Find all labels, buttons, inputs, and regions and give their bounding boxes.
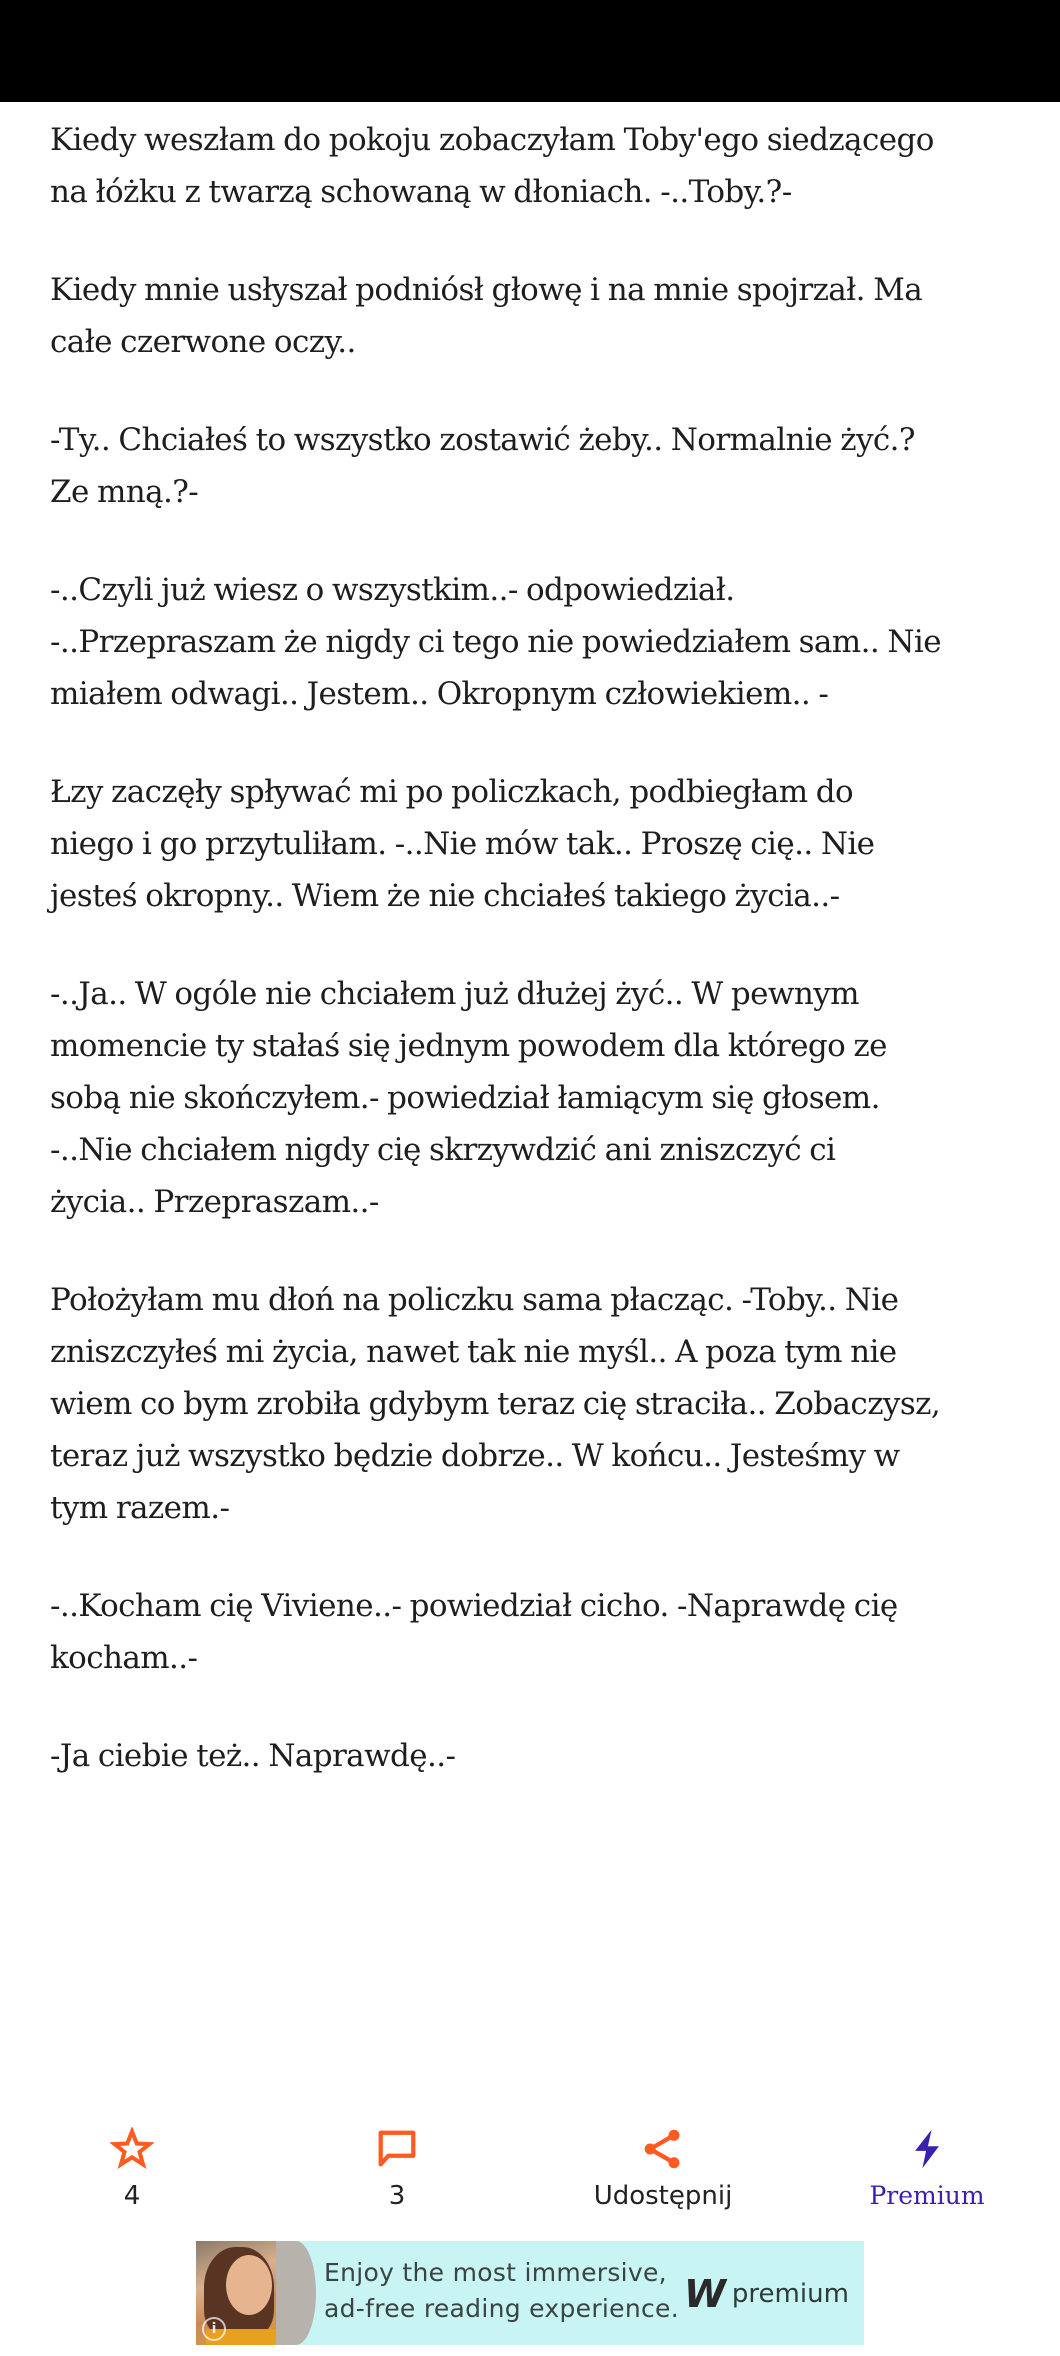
ad-info-icon[interactable]: i (202, 2317, 226, 2341)
story-line: niego i go przytuliłam. -..Nie mów tak.. Proszę cię.. Nie (50, 826, 875, 862)
story-line: miałem odwagi.. Jestem.. Okropnym człowiekiem.. - (50, 676, 829, 712)
story-paragraph (50, 114, 1010, 218)
story-paragraph (50, 1580, 1010, 1684)
story-line: -Ty.. Chciałeś to wszystko zostawić żeby.. Normalnie żyć.? (50, 422, 915, 458)
premium-button[interactable] (827, 2126, 1027, 2212)
share-label: Udostępnij (593, 2181, 733, 2211)
story-line: -..Ja.. W ogóle nie chciałem już dłużej żyć.. W pewnym (50, 976, 859, 1012)
ad-line-2: ad-free reading experience. (324, 2294, 679, 2323)
story-line: -..Czyli już wiesz o wszystkim..- odpowiedział. (50, 572, 735, 608)
star-outline-icon (109, 2126, 155, 2172)
story-line: kocham..- (50, 1640, 198, 1676)
story-line: na łóżku z twarzą schowaną w dłoniach. -..Toby.?- (50, 174, 792, 210)
story-paragraph (50, 564, 1010, 720)
ad-text (324, 2255, 679, 2327)
premium-label: Premium (869, 2181, 985, 2210)
story-line: Ze mną.?- (50, 474, 199, 510)
speech-bubble-icon (374, 2126, 420, 2172)
status-bar (0, 0, 1060, 102)
story-line: sobą nie skończyłem.- powiedział łamiącym się głosem. (50, 1080, 880, 1116)
comment-button[interactable] (297, 2126, 497, 2212)
story-line: Kiedy weszłam do pokoju zobaczyłam Toby'ego siedzącego (50, 122, 934, 158)
story-line: -..Kocham cię Viviene..- powiedział cicho. -Naprawdę cię (50, 1588, 898, 1624)
story-line: Położyłam mu dłoń na policzku sama płacząc. -Toby.. Nie (50, 1282, 899, 1318)
story-line: teraz już wszystko będzie dobrze.. W końcu.. Jesteśmy w (50, 1438, 900, 1474)
story-line: życia.. Przepraszam..- (50, 1184, 379, 1220)
story-paragraph (50, 1274, 1010, 1534)
story-line: Łzy zaczęły spływać mi po policzkach, podbiegłam do (50, 774, 854, 810)
vote-button[interactable] (32, 2126, 232, 2212)
wattpad-logo-icon: W (684, 2272, 722, 2316)
story-paragraph (50, 766, 1010, 922)
story-paragraph (50, 264, 1010, 368)
story-text (50, 114, 1010, 1828)
story-action-bar (0, 2126, 1060, 2216)
share-button[interactable] (563, 2126, 763, 2212)
premium-ad-banner[interactable] (196, 2241, 864, 2345)
story-line: -..Przepraszam że nigdy ci tego nie powiedziałem sam.. Nie (50, 624, 941, 660)
story-line: momencie ty stałaś się jednym powodem dla którego ze (50, 1028, 887, 1064)
story-line: -Ja ciebie też.. Naprawdę..- (50, 1738, 456, 1774)
story-paragraph (50, 414, 1010, 518)
ad-line-1: Enjoy the most immersive, (324, 2258, 667, 2287)
story-paragraph (50, 968, 1010, 1228)
story-line: Kiedy mnie usłyszał podniósł głowę i na mnie spojrzał. Ma (50, 272, 923, 308)
ad-brand: premium (731, 2279, 849, 2309)
ad-logo (684, 2272, 849, 2316)
story-line: jesteś okropny.. Wiem że nie chciałeś takiego życia..- (50, 878, 840, 914)
story-line: tym razem.- (50, 1490, 230, 1526)
story-line: całe czerwone oczy.. (50, 324, 356, 360)
story-line: -..Nie chciałem nigdy cię skrzywdzić ani zniszczyć ci (50, 1132, 836, 1168)
story-paragraph (50, 1730, 1010, 1782)
lightning-bolt-icon (904, 2126, 950, 2172)
vote-count: 4 (123, 2181, 141, 2211)
comment-count: 3 (388, 2181, 406, 2211)
story-line: wiem co bym zrobiła gdybym teraz cię straciła.. Zobaczysz, (50, 1386, 941, 1422)
share-icon (640, 2126, 686, 2172)
story-line: zniszczyłeś mi życia, nawet tak nie myśl.. A poza tym nie (50, 1334, 897, 1370)
